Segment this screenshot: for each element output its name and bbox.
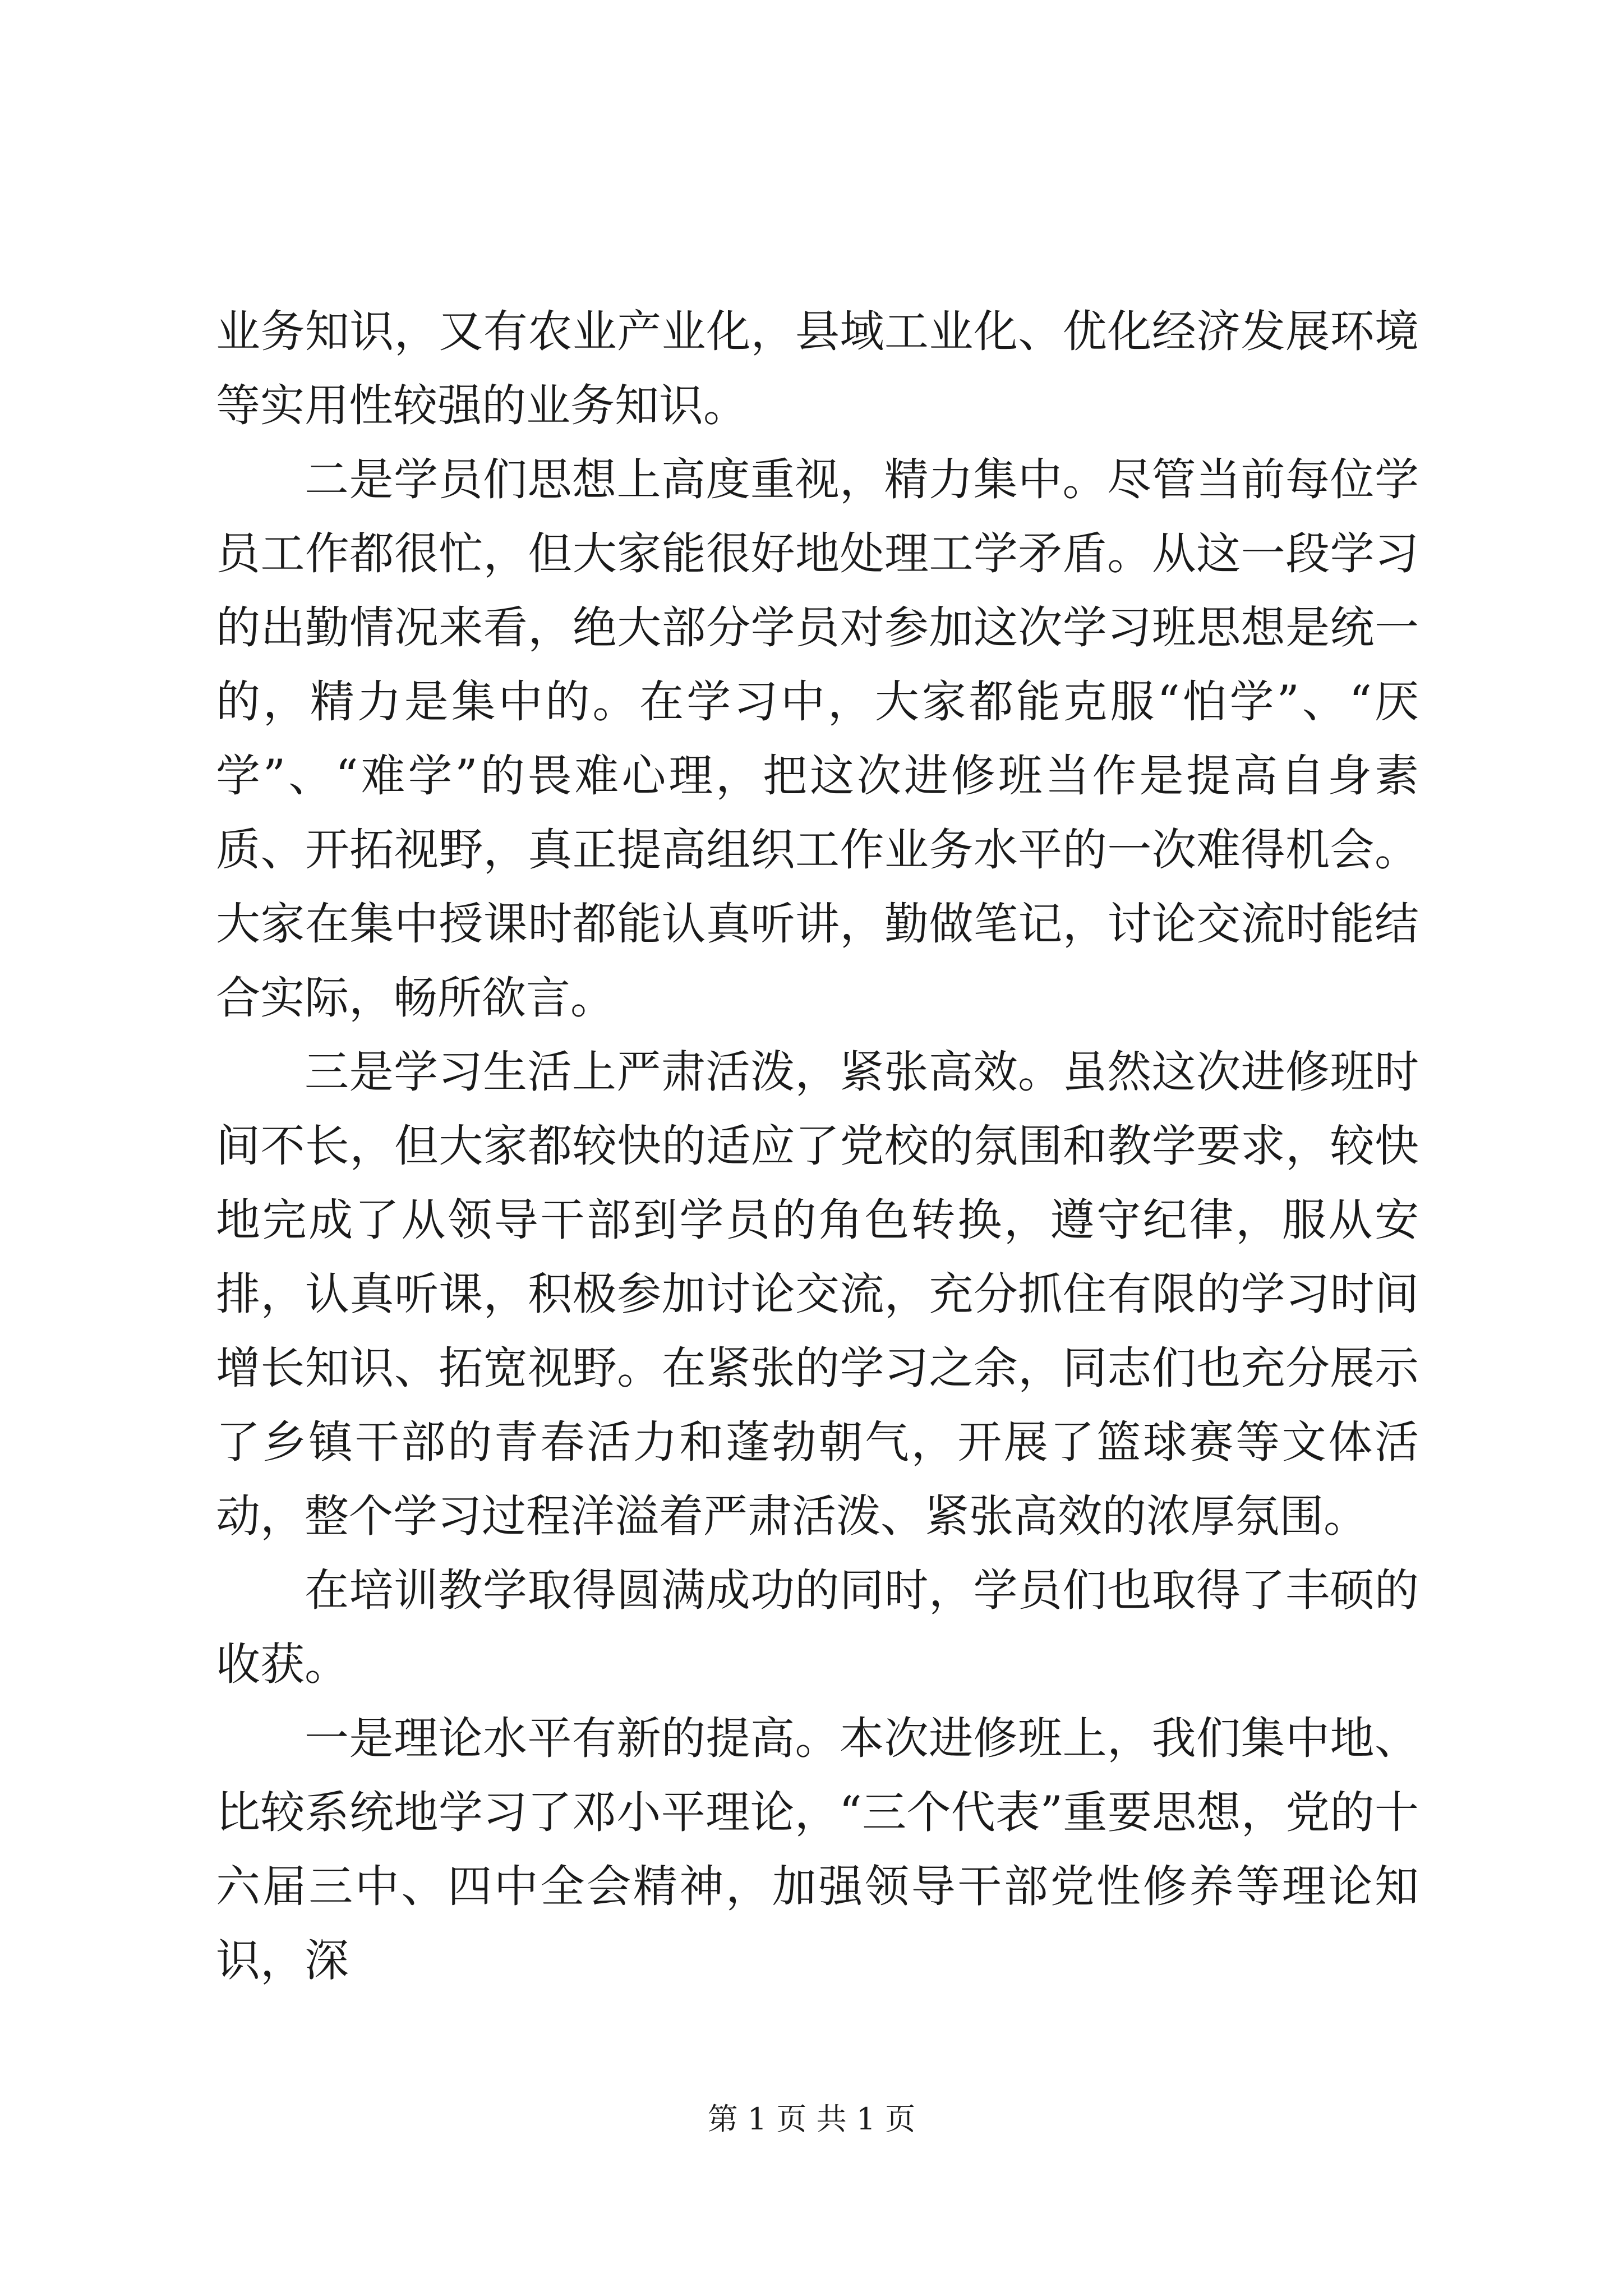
document-body (216, 295, 1419, 1998)
paragraph-3: 三是学习生活上严肃活泼，紧张高效。虽然这次进修班时间不长，但大家都较快的适应了党校的氛围和教学要求，较快地完成了从领导干部到学员的角色转换，遵守纪律，服从安排，认真听课，积极参加讨论交流，充分抓住有限的学习时间增长知识、拓宽视野。在紧张的学习之余，同志们也充分展示了乡镇干部的青春活力和蓬勃朝气，开展了篮球赛等文体活动，整个学习过程洋溢着严肃活泼、紧张高效的浓厚氛围。 (216, 1046, 1419, 1542)
paragraph-5: 一是理论水平有新的提高。本次进修班上，我们集中地、比较系统地学习了邓小平理论，“三个代表”重要思想，党的十六届三中、四中全会精神，加强领导干部党性修养等理论知识，深 (216, 1713, 1419, 1986)
paragraph-2: 二是学员们思想上高度重视，精力集中。尽管当前每位学员工作都很忙，但大家能很好地处理工学矛盾。从这一段学习的出勤情况来看，绝大部分学员对参加这次学习班思想是统一的，精力是集中的。在学习中，大家都能克服“怕学”、“厌学”、“难学”的畏难心理，把这次进修班当作是提高自身素质、开拓视野，真正提高组织工作业务水平的一次难得机会。大家在集中授课时都能认真听讲，勤做笔记，讨论交流时能结合实际，畅所欲言。 (216, 454, 1419, 1024)
paragraph-1: 业务知识，又有农业产业化，县域工业化、优化经济发展环境等实用性较强的业务知识。 (216, 306, 1419, 431)
page-footer: 第 1 页 共 1 页 (707, 2101, 916, 2137)
paragraph-4: 在培训教学取得圆满成功的同时，学员们也取得了丰硕的收获。 (216, 1565, 1419, 1690)
